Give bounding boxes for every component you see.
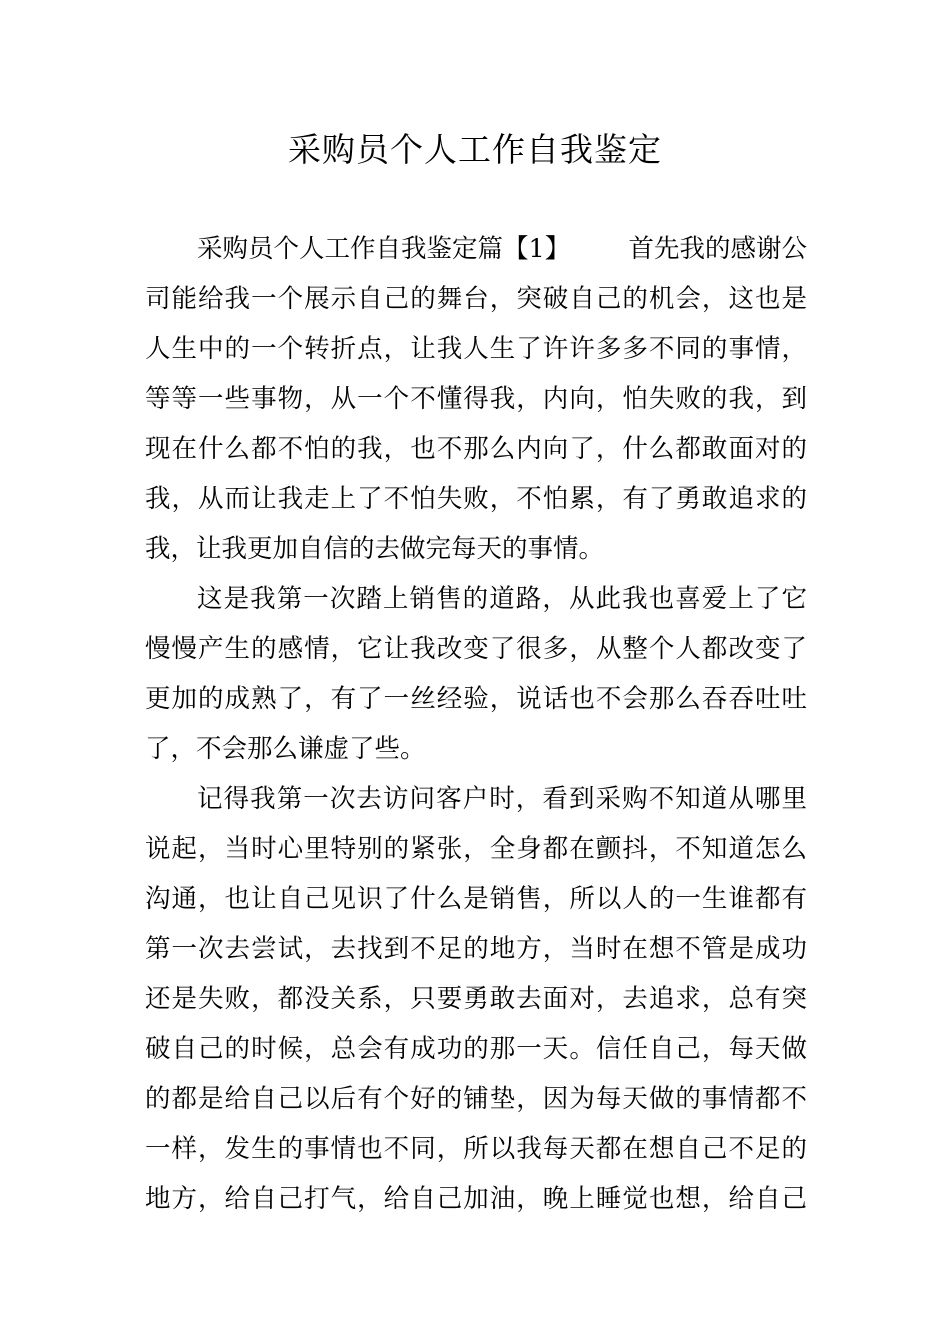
- paragraph-line: 司能给我一个展示自己的舞台，突破自己的机会，这也是: [145, 284, 807, 314]
- paragraph-line: 一样，发生的事情也不同，所以我每天都在想自己不足的: [145, 1134, 807, 1164]
- paragraph-1: [145, 224, 807, 574]
- paragraph-line: 更加的成熟了，有了一丝经验，说话也不会那么吞吞吐吐: [145, 684, 807, 714]
- paragraph-line: 还是失败，都没关系，只要勇敢去面对，去追求，总有突: [145, 984, 807, 1014]
- paragraph-line: 慢慢产生的感情，它让我改变了很多，从整个人都改变了: [145, 634, 807, 664]
- paragraph-line: 了，不会那么谦虚了些。: [145, 734, 426, 764]
- paragraph-3: [145, 774, 807, 1224]
- paragraph-line: 破自己的时候，总会有成功的那一天。信任自己，每天做: [145, 1034, 807, 1064]
- paragraph-line: 人生中的一个转折点，让我人生了许许多多不同的事情，: [145, 334, 807, 364]
- paragraph-line: 沟通，也让自己见识了什么是销售，所以人的一生谁都有: [145, 884, 807, 914]
- paragraph-line: 第一次去尝试，去找到不足的地方，当时在想不管是成功: [145, 934, 807, 964]
- paragraph-line: 我，让我更加自信的去做完每天的事情。: [145, 534, 605, 564]
- paragraph-line: 地方，给自己打气，给自己加油，晚上睡觉也想，给自己: [145, 1184, 807, 1214]
- paragraph-1-line-1: [145, 224, 807, 274]
- paragraph-2: [145, 574, 807, 774]
- paragraph-line: 现在什么都不怕的我，也不那么内向了，什么都敢面对的: [145, 434, 807, 464]
- paragraph-line: 记得我第一次去访问客户时，看到采购不知道从哪里: [197, 784, 807, 814]
- document-body: [145, 224, 807, 1224]
- paragraph-line: 我，从而让我走上了不怕失败，不怕累，有了勇敢追求的: [145, 484, 807, 514]
- paragraph-line: 等等一些事物，从一个不懂得我，内向，怕失败的我，到: [145, 384, 807, 414]
- paragraph-line: 这是我第一次踏上销售的道路，从此我也喜爱上了它: [197, 584, 807, 614]
- paragraph-text: 首先我的感谢公: [628, 234, 807, 264]
- document-title: 采购员个人工作自我鉴定: [288, 130, 662, 169]
- section-heading: 采购员个人工作自我鉴定篇【1】: [197, 234, 571, 264]
- paragraph-line: 的都是给自己以后有个好的铺垫，因为每天做的事情都不: [145, 1084, 807, 1114]
- paragraph-line: 说起，当时心里特别的紧张，全身都在颤抖，不知道怎么: [145, 834, 807, 864]
